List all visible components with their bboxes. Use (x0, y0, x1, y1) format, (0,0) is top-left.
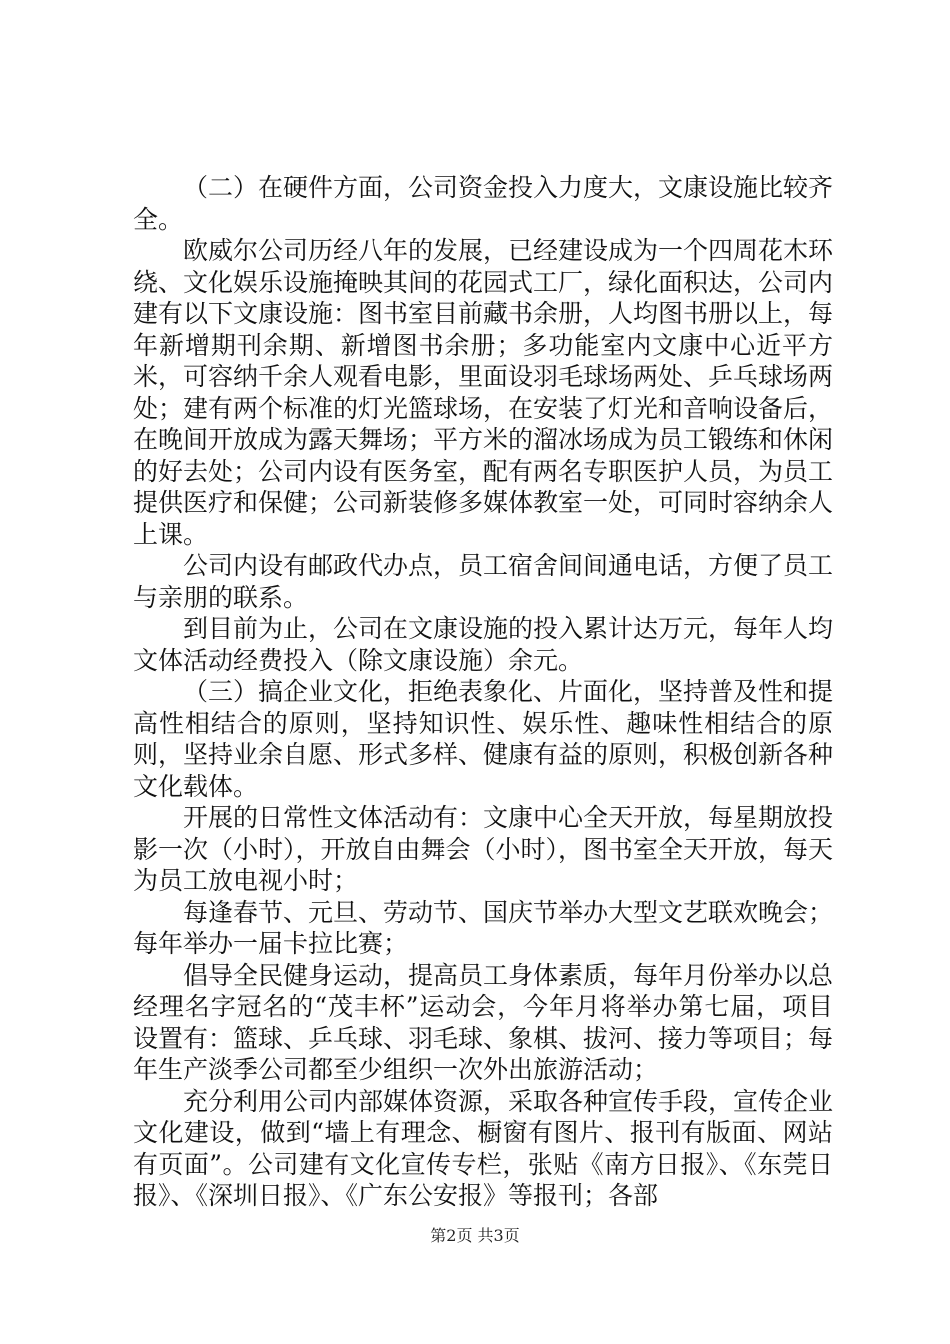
paragraph-holiday-events: 每逢春节、元旦、劳动节、国庆节举办大型文艺联欢晚会；每年举办一届卡拉比赛； (133, 897, 834, 958)
page-number-footer: 第2页 共3页 (430, 1226, 520, 1245)
paragraph-sports-meet: 倡导全民健身运动，提高员工身体素质，每年月份举办以总经理名字冠名的“茂丰杯”运动会，今年月将举办第七届，项目设置有：篮球、乒乓球、羽毛球、象棋、拔河、接力等项目；每年生产淡季公司都至少组织一次外出旅游活动； (133, 960, 834, 1084)
paragraph-facilities: 欧威尔公司历经八年的发展，已经建设成为一个四周花木环绕、文化娱乐设施掩映其间的花园式工厂，绿化面积达，公司内建有以下文康设施：图书室目前藏书余册，人均图书册以上，每年新增期刊余期、新增图书余册；多功能室内文康中心近平方米，可容纳千余人观看电影，里面设羽毛球场两处、乒乓球场两处；建有两个标准的灯光篮球场，在安装了灯光和音响设备后，在晚间开放成为露天舞场；平方米的溜冰场成为员工锻练和休闲的好去处；公司内设有医务室，配有两名专职医护人员，为员工提供医疗和保健；公司新装修多媒体教室一处，可同时容纳余人上课。 (133, 236, 834, 549)
paragraph-culture-principles: （三）搞企业文化，拒绝表象化、片面化，坚持普及性和提高性相结合的原则，坚持知识性、娱乐性、趣味性相结合的原则，坚持业余自愿、形式多样、健康有益的原则，积极创新各种文化载体。 (133, 677, 834, 801)
paragraph-media-promotion: 充分利用公司内部媒体资源，采取各种宣传手段，宣传企业文化建设，做到“墙上有理念、橱窗有图片、报刊有版面、网站有页面”。公司建有文化宣传专栏，张贴《南方日报》、《东莞日报》、《深圳日报》、《广东公安报》等报刊；各部 (133, 1086, 834, 1210)
paragraph-hardware-heading: （二）在硬件方面，公司资金投入力度大，文康设施比较齐全。 (133, 173, 834, 234)
paragraph-investment: 到目前为止，公司在文康设施的投入累计达万元，每年人均文体活动经费投入（除文康设施）余元。 (133, 614, 834, 675)
paragraph-post-office: 公司内设有邮政代办点，员工宿舍间间通电话，方便了员工与亲朋的联系。 (133, 551, 834, 612)
document-body (133, 172, 833, 1212)
paragraph-daily-activities: 开展的日常性文体活动有：文康中心全天开放，每星期放投影一次（小时），开放自由舞会（小时），图书室全天开放，每天为员工放电视小时； (133, 803, 834, 895)
